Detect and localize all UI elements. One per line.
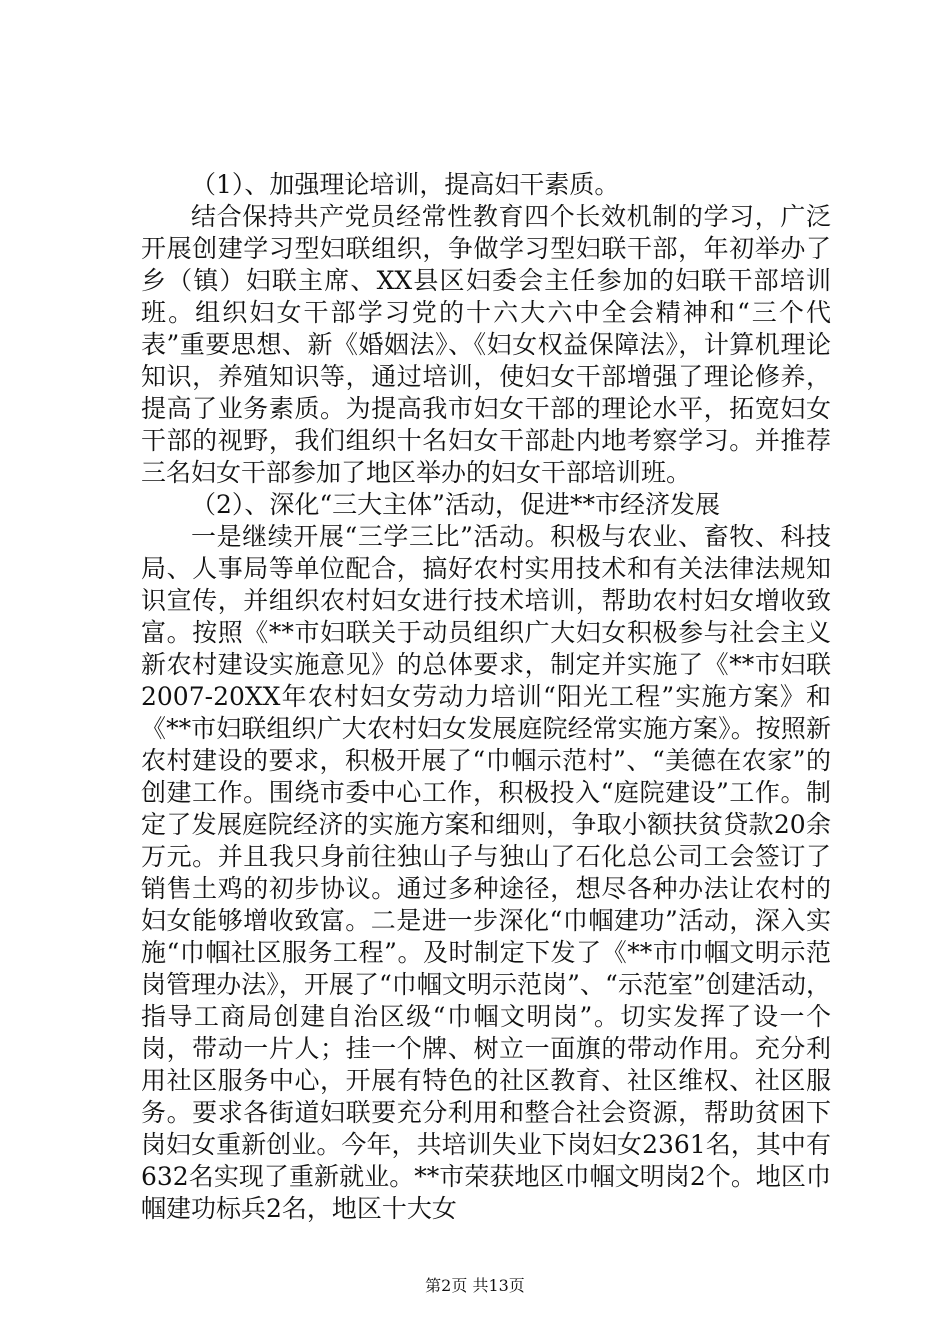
section-heading-1: （1）、加强理论培训，提高妇干素质。 bbox=[191, 170, 620, 199]
document-body bbox=[141, 169, 831, 1225]
section-heading-2: （2）、深化“三大主体”活动，促进**市经济发展 bbox=[191, 490, 720, 519]
body-paragraph-2: 一是继续开展“三学三比”活动。积极与农业、畜牧、科技局、人事局等单位配合，搞好农村实用技术和有关法律法规知识宣传，并组织农村妇女进行技术培训，帮助农村妇女增收致富。按照《**市妇联关于动员组织广大妇女积极参与社会主义新农村建设实施意见》的总体要求，制定并实施了《**市妇联2007-20XX年农村妇女劳动力培训“阳光工程”实施方案》和《**市妇联组织广大农村妇女发展庭院经常实施方案》。按照新农村建设的要求，积极开展了“巾帼示范村”、“美德在农家”的创建工作。围绕市委中心工作，积极投入“庭院建设”工作。制定了发展庭院经济的实施方案和细则，争取小额扶贫贷款20余万元。并且我只身前往独山子与独山了石化总公司工会签订了销售土鸡的初步协议。通过多种途径，想尽各种办法让农村的妇女能够增收致富。二是进一步深化“巾帼建功”活动，深入实施“巾帼社区服务工程”。及时制定下发了《**市巾帼文明示范岗管理办法》，开展了“巾帼文明示范岗”、“示范室”创建活动，指导工商局创建自治区级“巾帼文明岗”。切实发挥了设一个岗，带动一片人；挂一个牌、树立一面旗的带动作用。充分利用社区服务中心，开展有特色的社区教育、社区维权、社区服务。要求各街道妇联要充分利用和整合社会资源，帮助贫困下岗妇女重新创业。今年，共培训失业下岗妇女2361名，其中有632名实现了重新就业。**市荣获地区巾帼文明岗2个。地区巾帼建功标兵2名，地区十大女 bbox=[141, 522, 831, 1223]
page-number-footer: 第2页 共13页 bbox=[425, 1276, 525, 1295]
body-paragraph-1: 结合保持共产党员经常性教育四个长效机制的学习，广泛开展创建学习型妇联组织，争做学习型妇联干部，年初举办了乡（镇）妇联主席、XX县区妇委会主任参加的妇联干部培训班。组织妇女干部学习党的十六大六中全会精神和“三个代表”重要思想、新《婚姻法》、《妇女权益保障法》，计算机理论知识，养殖知识等，通过培训，使妇女干部增强了理论修养，提高了业务素质。为提高我市妇女干部的理论水平，拓宽妇女干部的视野，我们组织十名妇女干部赴内地考察学习。并推荐三名妇女干部参加了地区举办的妇女干部培训班。 bbox=[141, 202, 831, 487]
